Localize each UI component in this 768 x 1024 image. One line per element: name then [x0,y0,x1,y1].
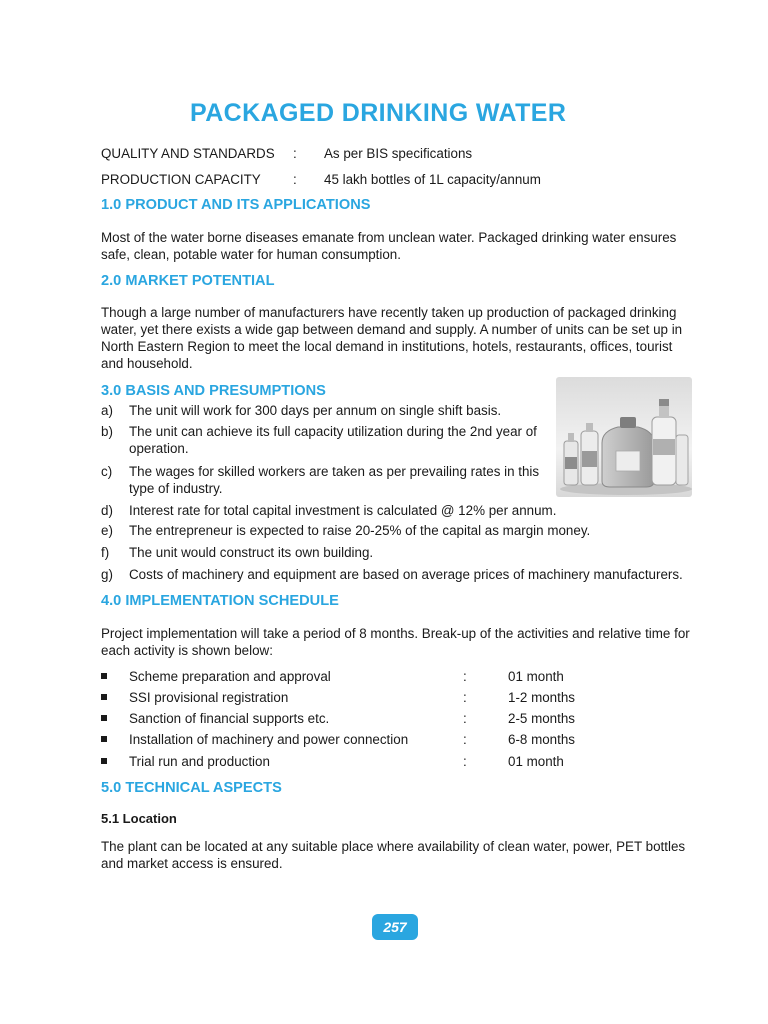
water-bottles-photo [556,377,692,497]
section-heading-technical: 5.0 TECHNICAL ASPECTS [101,780,282,796]
schedule-row: Installation of machinery and power connection : 6-8 months [101,731,601,748]
section-heading-product: 1.0 PRODUCT AND ITS APPLICATIONS [101,197,371,213]
spec-separator: : [293,146,297,161]
water-bottles-image [556,377,692,497]
section-heading-basis: 3.0 BASIS AND PRESUMPTIONS [101,383,326,399]
page-title: PACKAGED DRINKING WATER [190,99,567,127]
schedule-row: Trial run and production : 01 month [101,753,601,770]
section-heading-implementation: 4.0 IMPLEMENTATION SCHEDULE [101,593,339,609]
schedule-row: Sanction of financial supports etc. : 2-5 months [101,710,601,727]
spec-value: 45 lakh bottles of 1L capacity/annum [324,172,541,187]
document-page: PACKAGED DRINKING WATER QUALITY AND STANDARDS : As per BIS specifications PRODUCTION CAPACITY : 45 lakh bottles of 1L capacity/annum 1.0 PRODUCT AND ITS APPLICATIONS Most of the water borne diseases emanate from unclean water. Packaged drinking water ensures safe, clean, potable water for human consumption. 2.0 MARKET POTENTIAL Though a large number of manufacturers have recently taken up production of packaged drinking water, yet there exists a wide gap between demand and supply. A number of units can be set up in North Eastern Region to meet the local demand in institutions, hotels, restaurants, offices, tourist and household. 3.0 BASIS AND PRESUMPTIONS a) The unit will work for 300 days per annum on single shift basis. b) The unit can achieve its full capacity utilization during the 2nd year of operation. c) The wages for skilled workers are taken as per prevailing rates in this type of industry. d) Interest rate for total capital investment is calculated @ 12% per annum. e) The entrepreneur is expected to raise 20-25% of the capital as margin money. f) The unit would construct its own building. g) Costs of machinery and equipment are based on average prices of machinery manufacturers. 4.0 IMPLEMENTATION SCHEDULE Project implementation will take a period of 8 months. Break-up of the activities and relative time for each activity is shown below: Scheme preparation and approval : 01 month SSI provisional registration : 1-2 months Sanction of financial supports etc. : 2-5 months Installation of machinery and power connection : 6-8 months Trial run and production : 01 month 5.0 TECHNICAL ASPECTS 5.1 Location The plant can be located at any suitable place where availability of clean water, power, PET bottles and market access is ensured. 257 [0,0,768,1024]
schedule-row: Scheme preparation and approval : 01 month [101,668,601,685]
section-body-product: Most of the water borne diseases emanate from unclean water. Packaged drinking water ensures safe, clean, potable water for human consumption. [101,230,677,262]
subsection-heading-location: 5.1 Location [101,811,177,826]
spec-separator: : [293,172,297,187]
spec-label: PRODUCTION CAPACITY [101,172,261,187]
section-heading-market: 2.0 MARKET POTENTIAL [101,273,275,289]
section-body-implementation: Project implementation will take a period of 8 months. Break-up of the activities and relative time for each activity is shown below: [101,626,690,658]
bullet-icon [101,694,107,700]
spec-value: As per BIS specifications [324,146,473,161]
bullet-icon [101,736,107,742]
bullet-icon [101,673,107,679]
bullet-icon [101,715,107,721]
section-body-location: The plant can be located at any suitable place where availability of clean water, power, PET bottles and market access is ensured. [101,839,686,871]
bullet-icon [101,758,107,764]
schedule-row: SSI provisional registration : 1-2 months [101,689,601,706]
spec-label: QUALITY AND STANDARDS [101,146,275,161]
section-body-market: Though a large number of manufacturers have recently taken up production of packaged drinking water, yet there exists a wide gap between demand and supply. A number of units can be set up in North Eastern Region to meet the local demand in institutions, hotels, restaurants, offices, tourist and household. [101,305,683,371]
page-number-badge: 257 [372,914,418,940]
